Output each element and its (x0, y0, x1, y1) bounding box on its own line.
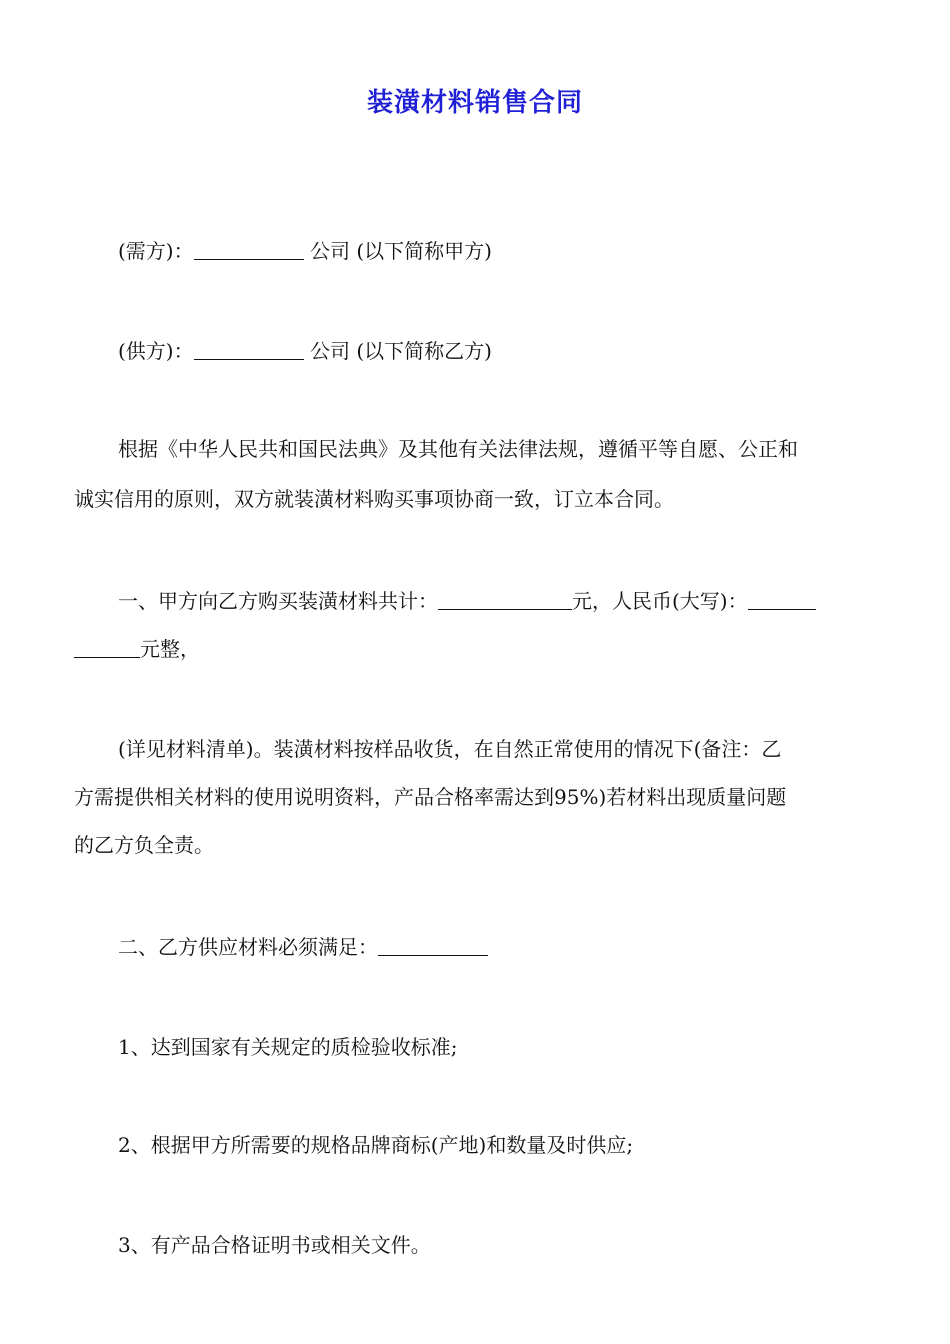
clause-2-line (74, 922, 878, 972)
item-3-text: 3、有产品合格证明书或相关文件。 (118, 1233, 431, 1257)
preamble-text-1: 根据《中华人民共和国民法典》及其他有关法律法规，遵循平等自愿、公正和 (118, 437, 798, 461)
preamble-line-2 (74, 474, 878, 524)
item-1-line (74, 1022, 878, 1072)
party-b-prefix: (供方)： (118, 339, 194, 363)
clause-1-text-b: 元，人民币(大写)： (572, 589, 748, 613)
amount-in-words-blank-2[interactable] (74, 635, 140, 658)
clause-1-detail-text-2: 方需提供相关材料的使用说明资料，产品合格率需达到95%)若材料出现质量问题 (74, 785, 787, 809)
clause-1-text-a: 一、甲方向乙方购买装潢材料共计： (118, 589, 438, 613)
clause-1-detail-line-3 (74, 820, 878, 870)
item-1-text: 1、达到国家有关规定的质检验收标准; (118, 1035, 458, 1059)
clause-1-line-1 (74, 576, 878, 626)
preamble-text-2: 诚实信用的原则，双方就装潢材料购买事项协商一致，订立本合同。 (74, 487, 674, 511)
item-2-line (74, 1120, 878, 1170)
amount-in-words-blank-1[interactable] (748, 587, 816, 610)
clause-1-detail-text-1: (详见材料清单)。装潢材料按样品收货，在自然正常使用的情况下(备注：乙 (118, 737, 782, 761)
clause-1-detail-line-1 (74, 724, 878, 774)
party-a-suffix: 公司 (以下简称甲方) (303, 239, 492, 263)
item-2-text: 2、根据甲方所需要的规格品牌商标(产地)和数量及时供应; (118, 1133, 634, 1157)
party-b-line (74, 326, 878, 376)
clause-1-text-c: 元整， (140, 637, 200, 661)
clause-2-blank[interactable] (378, 933, 488, 956)
party-b-blank[interactable] (194, 337, 304, 360)
party-a-line (74, 226, 878, 276)
party-a-blank[interactable] (194, 237, 304, 260)
item-3-line (74, 1220, 878, 1270)
total-amount-blank[interactable] (438, 587, 572, 610)
clause-1-detail-text-3: 的乙方负全责。 (74, 833, 214, 857)
clause-1-detail-line-2 (74, 772, 878, 822)
clause-2-text: 二、乙方供应材料必须满足： (118, 935, 378, 959)
party-a-prefix: (需方)： (118, 239, 194, 263)
clause-1-line-2 (74, 624, 878, 674)
preamble-line-1 (74, 424, 878, 474)
document-title: 装潢材料销售合同 (366, 88, 583, 118)
party-b-suffix: 公司 (以下简称乙方) (303, 339, 492, 363)
